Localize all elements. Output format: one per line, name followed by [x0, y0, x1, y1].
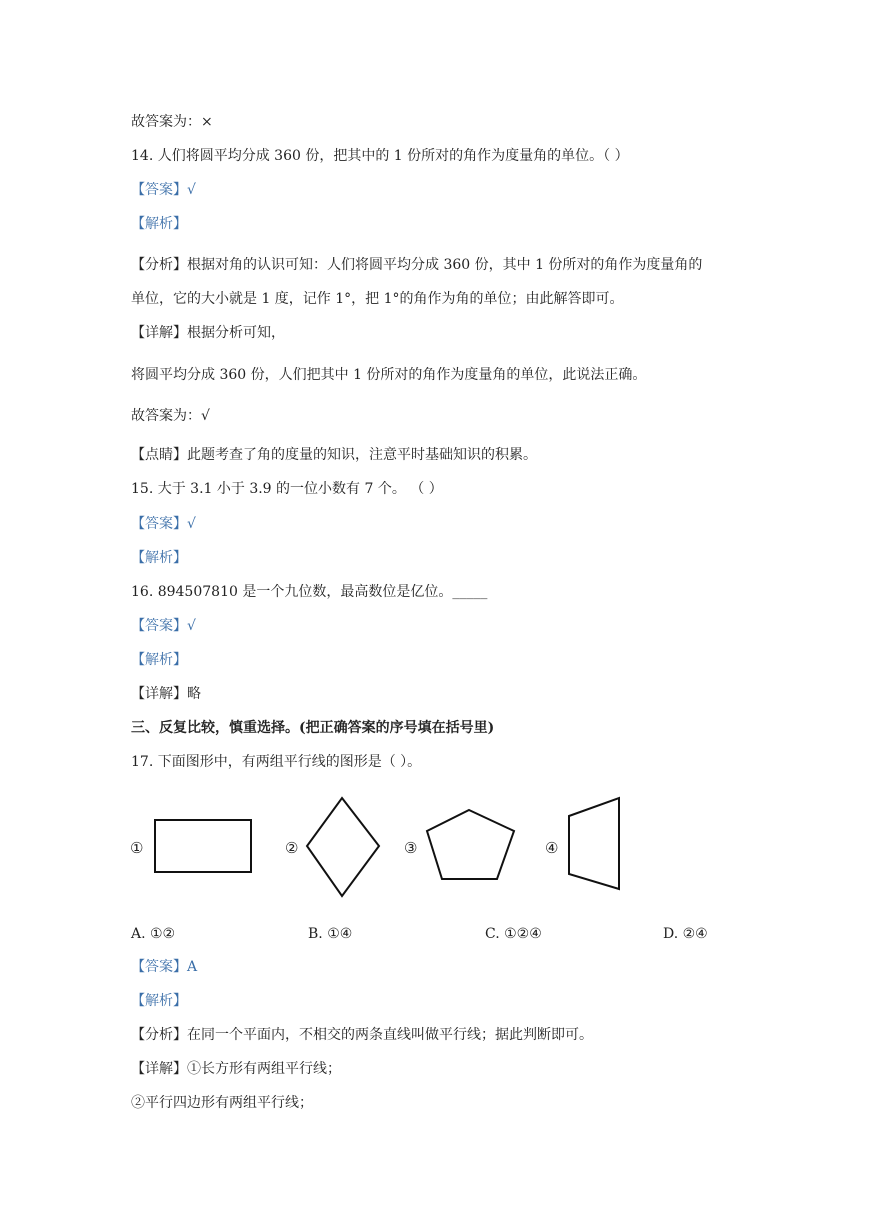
trapezoid-shape [564, 794, 626, 894]
option-c: C. ①②④ [485, 926, 542, 942]
rhombus-shape [302, 794, 384, 900]
analysis-label: 【解析】 [131, 993, 187, 1009]
figure-label-4: ④ [545, 839, 559, 857]
detail-text: 【详解】根据分析可知， [131, 325, 285, 341]
figure-label-2: ② [285, 839, 299, 857]
analysis-label: 【解析】 [131, 216, 187, 232]
answer-label: 【答案】A [131, 959, 198, 975]
figure-label-3: ③ [404, 839, 418, 857]
option-b: B. ①④ [308, 926, 353, 942]
comment-text: 【点睛】此题考查了角的度量的知识，注意平时基础知识的积累。 [131, 447, 537, 463]
analysis-text: 【分析】根据对角的认识可知：人们将圆平均分成 360 份，其中 1 份所对的角作为度量角的 [131, 257, 703, 273]
question-17: 17. 下面图形中，有两组平行线的图形是（ ）。 [131, 754, 422, 770]
answer-label: 【答案】√ [131, 618, 196, 634]
option-a: A. ①② [131, 926, 176, 942]
section-heading: 三、反复比较，慎重选择。(把正确答案的序号填在括号里) [131, 720, 495, 736]
detail-text: 【详解】略 [131, 686, 201, 702]
figure-label-1: ① [130, 839, 144, 857]
detail-text: 将圆平均分成 360 份，人们把其中 1 份所对的角作为度量角的单位，此说法正确。 [131, 367, 647, 383]
analysis-text: 【分析】在同一个平面内，不相交的两条直线叫做平行线；据此判断即可。 [131, 1027, 593, 1043]
detail-text: ②平行四边形有两组平行线； [131, 1095, 313, 1111]
answer-label: 【答案】√ [131, 516, 196, 532]
detail-text: 【详解】①长方形有两组平行线； [131, 1061, 341, 1077]
answer-line: 故答案为：√ [131, 408, 210, 424]
pentagon-shape [422, 806, 520, 884]
analysis-text: 单位，它的大小就是 1 度，记作 1°，把 1°的角作为角的单位；由此解答即可。 [131, 291, 624, 307]
option-d: D. ②④ [663, 926, 708, 942]
answer-line: 故答案为：× [131, 114, 213, 130]
answer-label: 【答案】√ [131, 182, 196, 198]
question-15: 15. 大于 3.1 小于 3.9 的一位小数有 7 个。 （ ） [131, 481, 443, 497]
question-16: 16. 894507810 是一个九位数，最高数位是亿位。_____ [131, 584, 488, 600]
question-14: 14. 人们将圆平均分成 360 份，把其中的 1 份所对的角作为度量角的单位。（ ） [131, 148, 629, 164]
analysis-label: 【解析】 [131, 652, 187, 668]
analysis-label: 【解析】 [131, 550, 187, 566]
rectangle-shape [150, 815, 256, 877]
